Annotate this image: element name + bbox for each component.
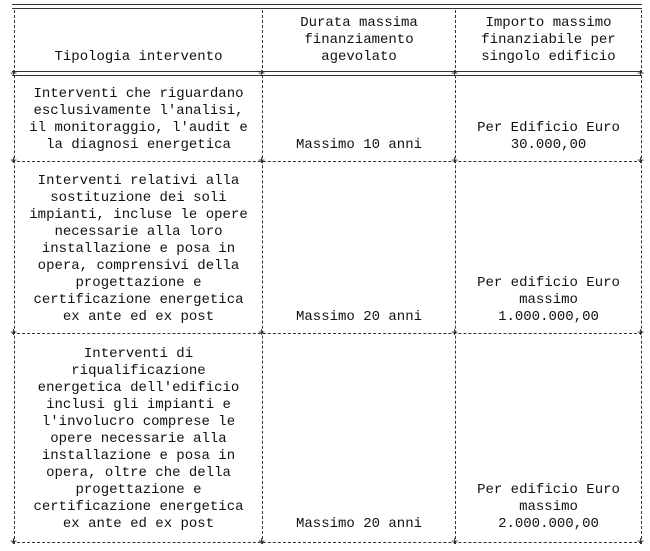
- cell-line: riqualificazione: [71, 363, 206, 379]
- cell-line: il monitoraggio, l'audit e: [29, 120, 248, 136]
- cell-line: installazione e posa in: [41, 448, 236, 464]
- cell-line: necessarie alla loro: [54, 224, 223, 240]
- header-line: Tipologia intervento: [54, 49, 223, 65]
- header-line: agevolato: [321, 49, 397, 65]
- junction-mark: +: [10, 67, 18, 81]
- table-top-border: [12, 4, 642, 9]
- cell-line: 2.000.000,00: [498, 516, 599, 532]
- junction-mark: +: [258, 326, 266, 340]
- cell-line: installazione e posa in: [41, 241, 236, 257]
- cell-line: Massimo 20 anni: [295, 516, 423, 532]
- column-border: [262, 10, 263, 544]
- cell-line: impianti, incluse le opere: [29, 207, 248, 223]
- header-line: singolo edificio: [481, 49, 616, 65]
- junction-mark: +: [451, 154, 459, 168]
- header-line: Durata massima: [300, 15, 418, 31]
- junction-mark: +: [637, 326, 645, 340]
- cell-line: inclusi gli impianti e: [46, 397, 231, 413]
- column-border: [641, 10, 642, 544]
- cell-line: la diagnosi energetica: [46, 137, 231, 153]
- header-line: finanziabile per: [481, 32, 616, 48]
- cell-line: Massimo 10 anni: [295, 137, 423, 153]
- junction-mark: +: [10, 535, 18, 549]
- header-tipologia: [16, 12, 261, 66]
- cell-line: Massimo 20 anni: [295, 309, 423, 325]
- cell-line: Interventi relativi alla: [37, 173, 240, 189]
- cell-line: progettazione e: [75, 275, 202, 291]
- header-line: finanziamento: [304, 32, 414, 48]
- header-separator: [12, 71, 642, 76]
- row1-importo: [457, 80, 640, 154]
- row3-durata: [264, 337, 454, 533]
- junction-mark: +: [258, 154, 266, 168]
- cell-line: 1.000.000,00: [498, 309, 599, 325]
- junction-mark: +: [451, 535, 459, 549]
- cell-line: opera, oltre che della: [46, 465, 231, 481]
- cell-line: progettazione e: [75, 482, 202, 498]
- row3-importo: [457, 337, 640, 533]
- row2-durata: [264, 165, 454, 326]
- cell-line: Interventi che riguardano: [33, 86, 244, 102]
- cell-line: Per edificio Euro: [477, 275, 620, 291]
- junction-mark: +: [637, 67, 645, 81]
- row3-tipologia: [16, 337, 261, 533]
- cell-line: Interventi di: [83, 346, 194, 362]
- cell-line: massimo: [519, 292, 578, 308]
- junction-mark: +: [258, 535, 266, 549]
- row-separator: [12, 333, 642, 334]
- header-line: Importo massimo: [485, 15, 612, 31]
- cell-line: 30.000,00: [510, 137, 587, 153]
- cell-line: certificazione energetica: [33, 292, 244, 308]
- junction-mark: +: [258, 67, 266, 81]
- column-border: [455, 10, 456, 544]
- row1-tipologia: [16, 80, 261, 154]
- cell-line: Per Edificio Euro: [477, 120, 620, 136]
- cell-line: ex ante ed ex post: [62, 309, 215, 325]
- row-separator: [12, 161, 642, 162]
- cell-line: sostituzione dei soli: [50, 190, 227, 206]
- cell-line: certificazione energetica: [33, 499, 244, 515]
- column-border: [14, 10, 15, 544]
- header-importo: [457, 12, 640, 66]
- junction-mark: +: [451, 67, 459, 81]
- row2-importo: [457, 165, 640, 326]
- junction-mark: +: [637, 535, 645, 549]
- cell-line: opera, comprensivi della: [37, 258, 240, 274]
- junction-mark: +: [451, 326, 459, 340]
- cell-line: opere necessarie alla: [50, 431, 227, 447]
- row1-durata: [264, 80, 454, 154]
- junction-mark: +: [10, 326, 18, 340]
- table-bottom-border: [12, 542, 642, 543]
- row2-tipologia: [16, 165, 261, 326]
- junction-mark: +: [10, 154, 18, 168]
- cell-line: massimo: [519, 499, 578, 515]
- junction-mark: +: [637, 154, 645, 168]
- cell-line: energetica dell'edificio: [37, 380, 240, 396]
- cell-line: l'involucro comprese le: [41, 414, 236, 430]
- cell-line: Per edificio Euro: [477, 482, 620, 498]
- cell-line: esclusivamente l'analisi,: [33, 103, 244, 119]
- cell-line: ex ante ed ex post: [62, 516, 215, 532]
- header-durata: [264, 12, 454, 66]
